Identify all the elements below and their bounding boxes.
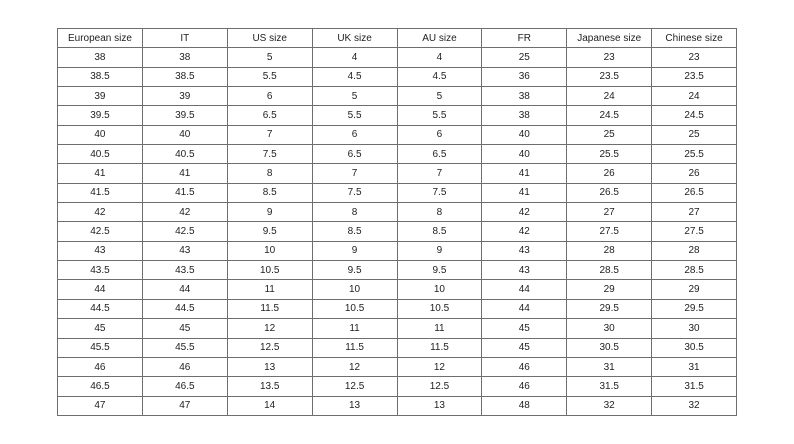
table-cell: 46 — [142, 357, 227, 376]
table-cell: 41 — [482, 183, 567, 202]
table-cell: 41 — [142, 164, 227, 183]
table-cell: 23 — [567, 48, 652, 67]
table-cell: 32 — [567, 396, 652, 415]
table-cell: 13 — [397, 396, 482, 415]
table-cell: 10 — [312, 280, 397, 299]
table-row — [58, 164, 737, 183]
table-cell: 4.5 — [397, 67, 482, 86]
table-cell: 25 — [482, 48, 567, 67]
table-cell: 29 — [652, 280, 737, 299]
table-row — [58, 106, 737, 125]
table-row — [58, 222, 737, 241]
table-cell: 42 — [482, 222, 567, 241]
table-row — [58, 67, 737, 86]
table-cell: 29.5 — [652, 299, 737, 318]
table-cell: 6 — [312, 125, 397, 144]
column-header-european-size: European size — [58, 29, 143, 48]
table-cell: 45 — [482, 319, 567, 338]
table-cell: 4 — [397, 48, 482, 67]
table-cell: 8.5 — [227, 183, 312, 202]
table-row — [58, 319, 737, 338]
table-cell: 29 — [567, 280, 652, 299]
table-cell: 44 — [482, 280, 567, 299]
table-cell: 45.5 — [58, 338, 143, 357]
table-cell: 28 — [652, 241, 737, 260]
table-cell: 6.5 — [397, 145, 482, 164]
table-cell: 30 — [567, 319, 652, 338]
table-row — [58, 183, 737, 202]
table-cell: 48 — [482, 396, 567, 415]
table-row — [58, 48, 737, 67]
table-cell: 45 — [142, 319, 227, 338]
table-cell: 39.5 — [142, 106, 227, 125]
table-cell: 24 — [567, 87, 652, 106]
table-cell: 14 — [227, 396, 312, 415]
column-header-it: IT — [142, 29, 227, 48]
table-cell: 39.5 — [58, 106, 143, 125]
table-cell: 28 — [567, 241, 652, 260]
table-cell: 38 — [482, 87, 567, 106]
table-cell: 43 — [482, 261, 567, 280]
table-cell: 26 — [652, 164, 737, 183]
table-cell: 42 — [142, 203, 227, 222]
table-cell: 6.5 — [312, 145, 397, 164]
table-row — [58, 261, 737, 280]
table-cell: 27.5 — [567, 222, 652, 241]
size-conversion-table — [57, 28, 737, 416]
table-cell: 9.5 — [312, 261, 397, 280]
table-cell: 6 — [397, 125, 482, 144]
table-cell: 7 — [312, 164, 397, 183]
table-cell: 7.5 — [312, 183, 397, 202]
table-cell: 32 — [652, 396, 737, 415]
table-cell: 44 — [58, 280, 143, 299]
table-cell: 8.5 — [397, 222, 482, 241]
table-cell: 9 — [227, 203, 312, 222]
table-cell: 39 — [58, 87, 143, 106]
table-row — [58, 145, 737, 164]
table-cell: 44.5 — [58, 299, 143, 318]
table-cell: 8 — [227, 164, 312, 183]
table-cell: 43 — [482, 241, 567, 260]
table-cell: 38 — [482, 106, 567, 125]
table-cell: 46 — [482, 357, 567, 376]
table-cell: 27 — [652, 203, 737, 222]
table-cell: 7 — [397, 164, 482, 183]
table-cell: 24.5 — [567, 106, 652, 125]
table-cell: 46.5 — [142, 377, 227, 396]
table-cell: 23.5 — [652, 67, 737, 86]
table-cell: 10.5 — [312, 299, 397, 318]
table-cell: 23.5 — [567, 67, 652, 86]
table-cell: 27.5 — [652, 222, 737, 241]
table-cell: 11.5 — [397, 338, 482, 357]
table-cell: 42.5 — [142, 222, 227, 241]
table-cell: 13.5 — [227, 377, 312, 396]
table-cell: 38.5 — [58, 67, 143, 86]
table-cell: 12.5 — [312, 377, 397, 396]
table-cell: 44.5 — [142, 299, 227, 318]
table-cell: 8 — [312, 203, 397, 222]
table-cell: 29.5 — [567, 299, 652, 318]
table-row — [58, 357, 737, 376]
table-cell: 9.5 — [397, 261, 482, 280]
table-cell: 24.5 — [652, 106, 737, 125]
table-header — [58, 29, 737, 48]
column-header-us-size: US size — [227, 29, 312, 48]
table-cell: 26.5 — [567, 183, 652, 202]
table-cell: 11.5 — [312, 338, 397, 357]
table-cell: 24 — [652, 87, 737, 106]
table-cell: 43.5 — [58, 261, 143, 280]
table-cell: 11 — [227, 280, 312, 299]
table-cell: 44 — [142, 280, 227, 299]
table-cell: 43 — [58, 241, 143, 260]
table-cell: 23 — [652, 48, 737, 67]
column-header-chinese-size: Chinese size — [652, 29, 737, 48]
table-cell: 12.5 — [227, 338, 312, 357]
table-cell: 42 — [58, 203, 143, 222]
table-body — [58, 48, 737, 416]
table-cell: 30 — [652, 319, 737, 338]
table-cell: 10 — [227, 241, 312, 260]
table-cell: 25 — [567, 125, 652, 144]
table-cell: 25 — [652, 125, 737, 144]
table-cell: 12 — [397, 357, 482, 376]
table-cell: 5.5 — [397, 106, 482, 125]
table-cell: 41 — [482, 164, 567, 183]
column-header-uk-size: UK size — [312, 29, 397, 48]
table-cell: 30.5 — [652, 338, 737, 357]
table-cell: 5 — [397, 87, 482, 106]
table-cell: 44 — [482, 299, 567, 318]
table-row — [58, 125, 737, 144]
table-cell: 40.5 — [142, 145, 227, 164]
table-cell: 41.5 — [58, 183, 143, 202]
table-cell: 10.5 — [227, 261, 312, 280]
table-cell: 28.5 — [567, 261, 652, 280]
table-cell: 31.5 — [567, 377, 652, 396]
table-cell: 12 — [227, 319, 312, 338]
table-cell: 31.5 — [652, 377, 737, 396]
table-cell: 7 — [227, 125, 312, 144]
table-cell: 42.5 — [58, 222, 143, 241]
table-cell: 46 — [482, 377, 567, 396]
table-cell: 47 — [142, 396, 227, 415]
table-cell: 43 — [142, 241, 227, 260]
table-cell: 38 — [142, 48, 227, 67]
table-cell: 40 — [482, 145, 567, 164]
table-cell: 42 — [482, 203, 567, 222]
table-cell: 36 — [482, 67, 567, 86]
table-cell: 5 — [312, 87, 397, 106]
table-cell: 5.5 — [227, 67, 312, 86]
table-row — [58, 377, 737, 396]
table-row — [58, 241, 737, 260]
table-cell: 25.5 — [652, 145, 737, 164]
table-cell: 28.5 — [652, 261, 737, 280]
table-cell: 26 — [567, 164, 652, 183]
table-cell: 11.5 — [227, 299, 312, 318]
table-cell: 6 — [227, 87, 312, 106]
size-conversion-table-container — [57, 28, 737, 416]
table-cell: 40.5 — [58, 145, 143, 164]
table-row — [58, 87, 737, 106]
table-row — [58, 299, 737, 318]
table-cell: 26.5 — [652, 183, 737, 202]
table-cell: 38 — [58, 48, 143, 67]
table-cell: 5.5 — [312, 106, 397, 125]
table-cell: 12.5 — [397, 377, 482, 396]
table-cell: 45 — [58, 319, 143, 338]
table-cell: 10 — [397, 280, 482, 299]
table-cell: 40 — [58, 125, 143, 144]
table-cell: 7.5 — [227, 145, 312, 164]
table-cell: 45.5 — [142, 338, 227, 357]
table-cell: 5 — [227, 48, 312, 67]
table-header-row — [58, 29, 737, 48]
table-cell: 11 — [312, 319, 397, 338]
table-cell: 13 — [312, 396, 397, 415]
column-header-japanese-size: Japanese size — [567, 29, 652, 48]
table-cell: 43.5 — [142, 261, 227, 280]
table-cell: 39 — [142, 87, 227, 106]
table-cell: 25.5 — [567, 145, 652, 164]
table-cell: 45 — [482, 338, 567, 357]
table-cell: 41 — [58, 164, 143, 183]
table-cell: 30.5 — [567, 338, 652, 357]
table-cell: 8 — [397, 203, 482, 222]
table-row — [58, 396, 737, 415]
table-cell: 41.5 — [142, 183, 227, 202]
table-cell: 7.5 — [397, 183, 482, 202]
table-cell: 9 — [397, 241, 482, 260]
table-cell: 8.5 — [312, 222, 397, 241]
table-cell: 10.5 — [397, 299, 482, 318]
table-cell: 31 — [652, 357, 737, 376]
table-cell: 4 — [312, 48, 397, 67]
table-cell: 11 — [397, 319, 482, 338]
table-cell: 46 — [58, 357, 143, 376]
table-cell: 4.5 — [312, 67, 397, 86]
table-row — [58, 203, 737, 222]
table-cell: 31 — [567, 357, 652, 376]
table-cell: 9 — [312, 241, 397, 260]
table-cell: 9.5 — [227, 222, 312, 241]
table-cell: 38.5 — [142, 67, 227, 86]
column-header-fr: FR — [482, 29, 567, 48]
table-cell: 40 — [482, 125, 567, 144]
table-cell: 12 — [312, 357, 397, 376]
table-cell: 27 — [567, 203, 652, 222]
table-cell: 47 — [58, 396, 143, 415]
table-cell: 6.5 — [227, 106, 312, 125]
table-row — [58, 338, 737, 357]
table-row — [58, 280, 737, 299]
table-cell: 46.5 — [58, 377, 143, 396]
table-cell: 40 — [142, 125, 227, 144]
table-cell: 13 — [227, 357, 312, 376]
column-header-au-size: AU size — [397, 29, 482, 48]
